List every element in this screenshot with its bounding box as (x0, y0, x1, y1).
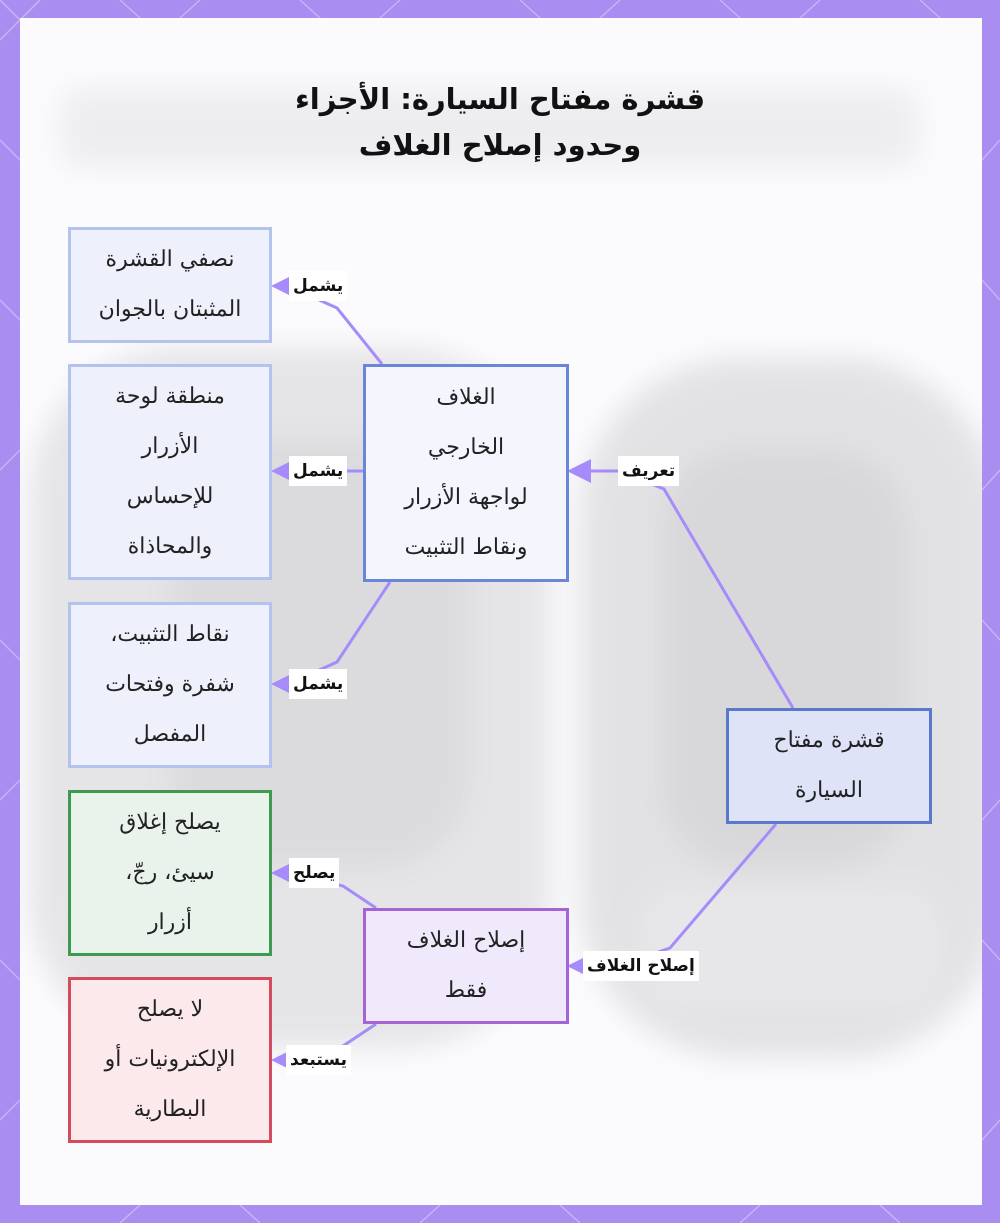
edge-label-includes-1: يشمل (289, 271, 347, 301)
node-what-it-excludes (68, 977, 272, 1143)
node-text: الإلكترونيات أو (104, 1047, 236, 1072)
node-text: نصفي القشرة (105, 247, 235, 272)
node-text: شفرة وفتحات (105, 672, 235, 697)
node-text: سيئ، رجّ، (125, 860, 215, 885)
node-mount-points (68, 602, 272, 768)
edge-definition (570, 471, 793, 708)
node-keypad-area (68, 364, 272, 580)
node-text: البطارية (133, 1097, 207, 1122)
node-text: المثبتان بالجوان (98, 297, 242, 322)
node-text: فقط (444, 978, 488, 1003)
edge-label-excludes: يستبعد (286, 1045, 351, 1075)
node-shell-halves (68, 227, 272, 343)
node-car-key-shell (726, 708, 932, 824)
node-text: يصلح إغلاق (119, 810, 221, 835)
node-text: إصلاح الغلاف (406, 928, 526, 953)
node-outer-housing (363, 364, 569, 582)
edge-label-fixes: يصلح (289, 858, 339, 888)
node-text: منطقة لوحة (115, 384, 225, 409)
edge-label-definition: تعريف (618, 456, 679, 486)
edge-label-includes-3: يشمل (289, 669, 347, 699)
node-text: المفصل (133, 722, 207, 747)
node-text: ونقاط التثبيت (404, 535, 528, 560)
node-text: نقاط التثبيت، (110, 622, 230, 647)
title-line-1: قشرة مفتاح السيارة: الأجزاء (294, 82, 706, 116)
node-text: لواجهة الأزرار (404, 485, 528, 510)
edge-repair-only (570, 824, 776, 966)
node-text: قشرة مفتاح (773, 728, 885, 753)
node-text: الأزرار (141, 434, 199, 459)
node-text: والمحاذاة (127, 534, 213, 559)
edge-label-includes-2: يشمل (289, 456, 347, 486)
node-what-it-fixes (68, 790, 272, 956)
node-text: لا يصلح (136, 997, 204, 1022)
edge-label-repair-only: إصلاح الغلاف (583, 951, 699, 981)
node-text: أزرار (147, 910, 193, 935)
node-text: للإحساس (126, 484, 214, 509)
node-housing-repair-only (363, 908, 569, 1024)
node-text: الخارجي (427, 435, 505, 460)
node-text: السيارة (795, 778, 863, 803)
node-text: الغلاف (436, 385, 496, 410)
title-line-2: وحدود إصلاح الغلاف (358, 128, 642, 162)
